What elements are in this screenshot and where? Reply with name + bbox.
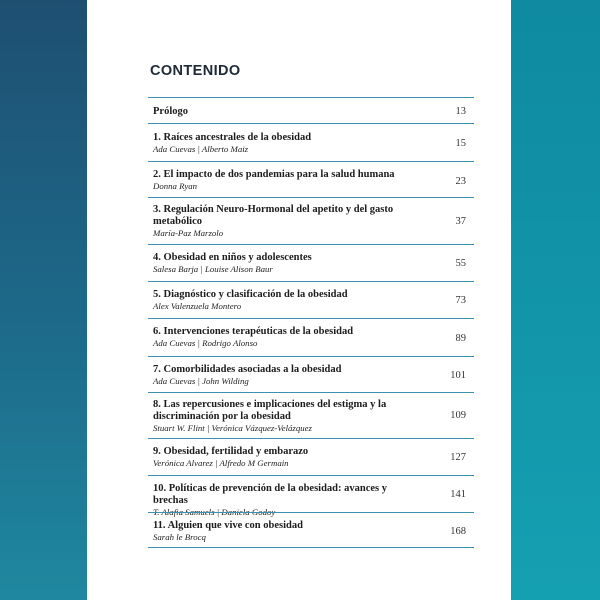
- toc-row: [148, 244, 474, 281]
- toc-row: [148, 161, 474, 197]
- entry-title: 6. Intervenciones terapéuticas de la obesidad: [153, 326, 354, 337]
- right-cover-band: [511, 0, 600, 600]
- contents-page: [87, 0, 511, 600]
- entry-title: 5. Diagnóstico y clasificación de la obesidad: [153, 289, 348, 300]
- entry-page: 168: [450, 526, 466, 537]
- entry-authors: María-Paz Marzolo: [153, 228, 224, 238]
- entry-page: 127: [450, 452, 466, 463]
- entry-authors: Salesa Barja | Louise Alison Baur: [153, 264, 273, 274]
- toc-row: [148, 475, 474, 517]
- entry-authors: Sarah le Brocq: [153, 532, 206, 542]
- entry-authors: Donna Ryan: [153, 181, 198, 191]
- entry-title: 9. Obesidad, fertilidad y embarazo: [153, 446, 309, 457]
- entry-authors: Stuart W. Flint | Verónica Vázquez-Velázquez: [153, 423, 312, 433]
- entry-authors: Ada Cuevas | John Wilding: [153, 376, 249, 386]
- entry-authors: T. Alafia Samuels | Daniela Godoy: [153, 507, 276, 517]
- table-of-contents: [148, 97, 474, 548]
- entry-page: 141: [450, 489, 466, 500]
- entry-title: 8. Las repercusiones e implicaciones del estigma y la discriminación por la obesidad: [153, 399, 387, 422]
- entry-authors: Verónica Alvarez | Alfredo M Germain: [153, 458, 289, 468]
- entry-page: 55: [455, 258, 466, 269]
- entry-page: 89: [455, 333, 466, 344]
- entry-title: 10. Políticas de prevención de la obesidad: avances y brechas: [153, 483, 388, 506]
- toc-row: [148, 318, 474, 356]
- entry-title: Prólogo: [153, 106, 188, 117]
- entry-authors: Alex Valenzuela Montero: [153, 301, 242, 311]
- toc-row: [148, 123, 474, 161]
- toc-row: [148, 97, 474, 123]
- entry-page: 13: [455, 106, 466, 117]
- toc-row: [148, 392, 474, 438]
- entry-page: 109: [450, 410, 466, 421]
- entry-title: 1. Raíces ancestrales de la obesidad: [153, 132, 312, 143]
- entry-title: 11. Alguien que vive con obesidad: [153, 520, 303, 531]
- entry-title: 3. Regulación Neuro-Hormonal del apetito y del gasto metabólico: [153, 204, 394, 227]
- toc-row: [148, 438, 474, 475]
- page-title: CONTENIDO: [150, 63, 241, 79]
- entry-authors: Ada Cuevas | Rodrigo Alonso: [153, 338, 258, 348]
- toc-row: [148, 281, 474, 318]
- entry-page: 73: [455, 295, 466, 306]
- entry-page: 101: [450, 370, 466, 381]
- entry-authors: Ada Cuevas | Alberto Maiz: [153, 144, 249, 154]
- entry-page: 15: [455, 138, 466, 149]
- entry-title: 2. El impacto de dos pandemias para la salud humana: [153, 169, 395, 180]
- entry-page: 37: [455, 216, 466, 227]
- entry-page: 23: [455, 176, 466, 187]
- toc-row: [148, 356, 474, 392]
- toc-row: [148, 197, 474, 244]
- entry-title: 4. Obesidad en niños y adolescentes: [153, 252, 312, 263]
- left-cover-band: [0, 0, 87, 600]
- entry-title: 7. Comorbilidades asociadas a la obesidad: [153, 364, 342, 375]
- toc-row: [148, 512, 474, 548]
